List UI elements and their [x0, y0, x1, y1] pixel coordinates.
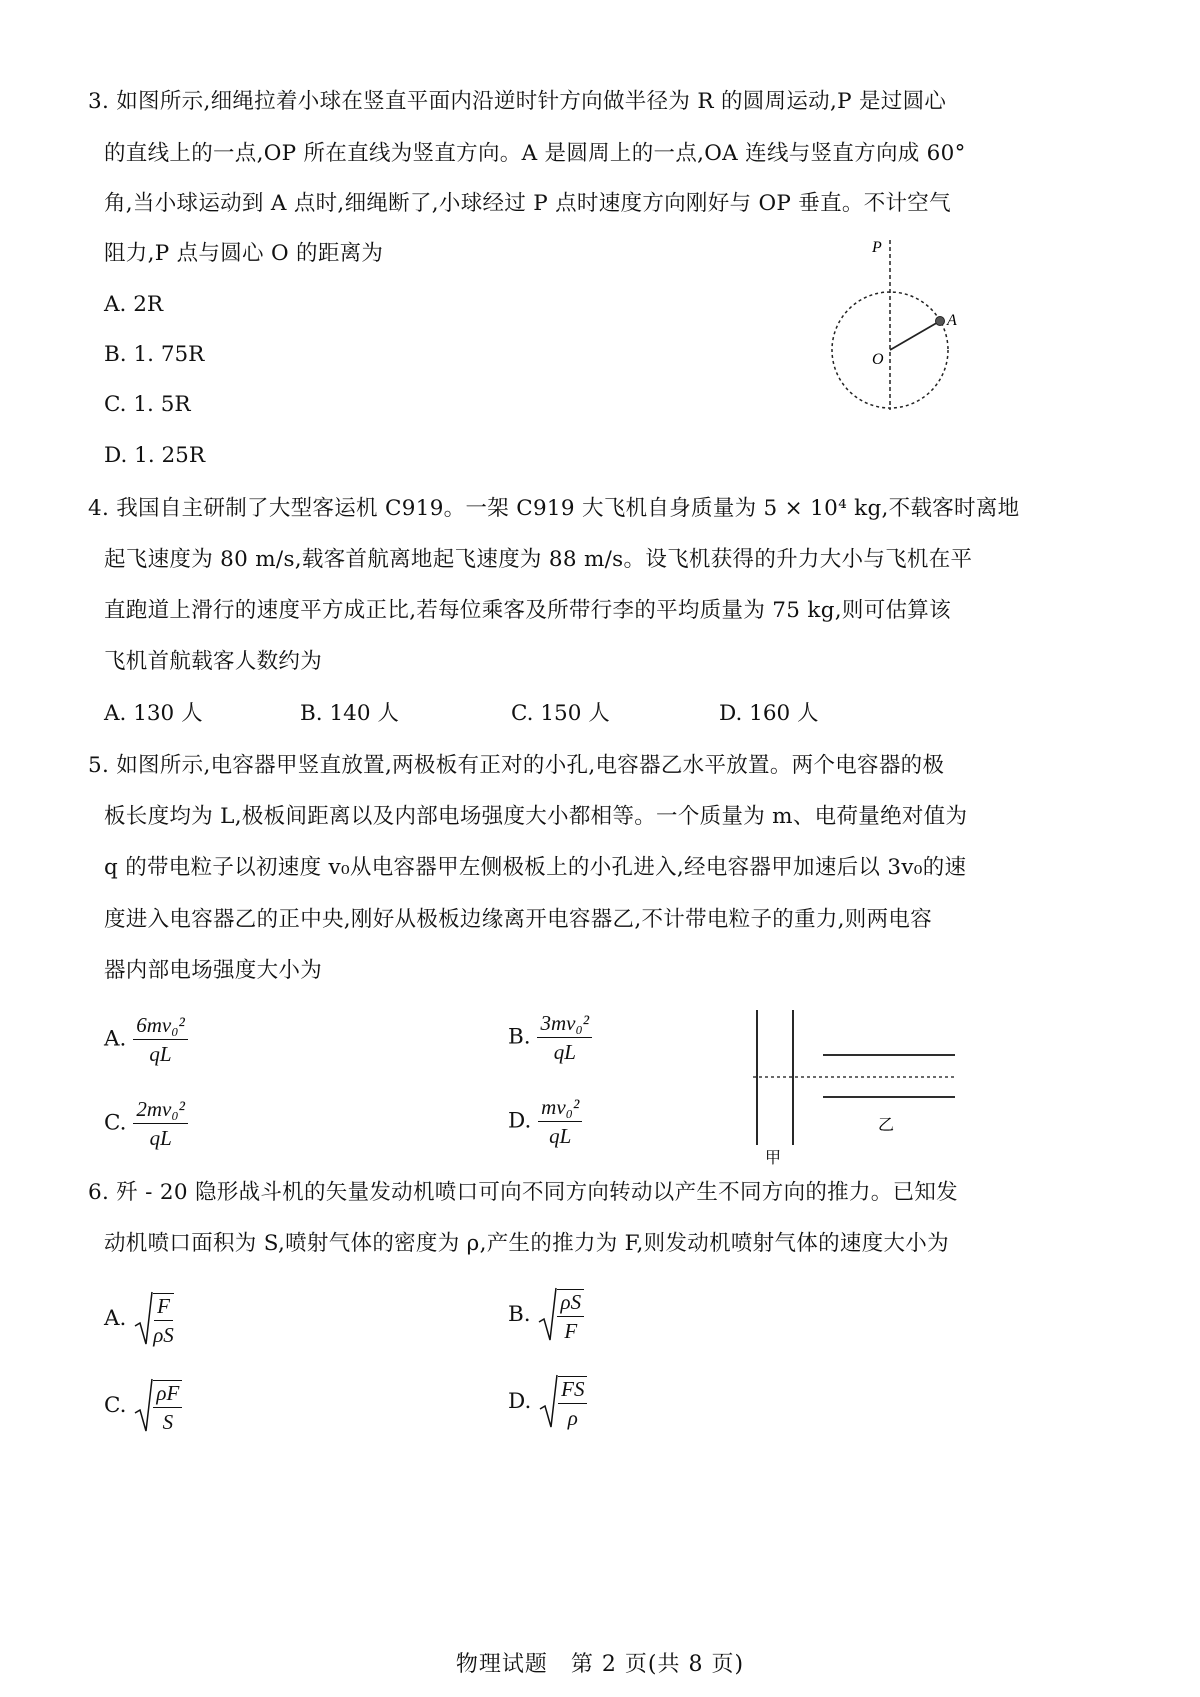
- sqrt-expression: [538, 1373, 587, 1431]
- numerator: FS: [558, 1377, 587, 1404]
- q6-line-2: 动机喷口面积为 S,喷射气体的密度为 ρ,产生的推力为 F,则发动机喷射气体的速度大小为: [104, 1231, 949, 1256]
- denominator: qL: [549, 1124, 572, 1148]
- q6-line-1: 6. 歼 - 20 隐形战斗机的矢量发动机喷口可向不同方向转动以产生不同方向的推力。已知发: [88, 1180, 958, 1205]
- denominator: qL: [553, 1040, 576, 1064]
- fraction: [153, 1293, 174, 1347]
- option-letter: A.: [104, 1026, 127, 1052]
- q5-capacitor-figure: [745, 1005, 960, 1174]
- q5-line-5: 器内部电场强度大小为: [104, 958, 323, 983]
- q4-line-1: 4. 我国自主研制了大型客运机 C919。一架 C919 大飞机自身质量为 5 × 10⁴ kg,不载客时离地: [88, 496, 1020, 521]
- q5-option-c: [104, 1097, 188, 1150]
- fraction: [538, 1095, 582, 1148]
- q6-option-a: [104, 1290, 174, 1348]
- q5-option-d: [508, 1095, 582, 1148]
- denominator: ρ: [567, 1406, 578, 1430]
- q3-line-3: 角,当小球运动到 A 点时,细绳断了,小球经过 P 点时速度方向刚好与 OP 垂直。不计空气: [104, 191, 951, 216]
- label-a: A: [947, 312, 957, 329]
- radical-sign: [537, 1286, 557, 1344]
- q5-line-3: q 的带电粒子以初速度 v₀从电容器甲左侧极板上的小孔进入,经电容器甲加速后以 3v₀的速: [104, 855, 967, 880]
- q3-option-d: D. 1. 25R: [104, 443, 206, 468]
- label-yi: 乙: [878, 1117, 895, 1134]
- q4-option-d: D. 160 人: [719, 701, 819, 726]
- q3-circle-figure: [820, 232, 970, 421]
- label-jia: 甲: [765, 1150, 782, 1167]
- q4-option-c: C. 150 人: [511, 701, 610, 726]
- radical-sign: [133, 1290, 153, 1348]
- q3-line-2: 的直线上的一点,OP 所在直线为竖直方向。A 是圆周上的一点,OA 连线与竖直方向成 60°: [104, 141, 966, 166]
- radical-sign: [538, 1373, 558, 1431]
- option-letter: A.: [104, 1306, 127, 1331]
- q6-option-b: [508, 1286, 584, 1344]
- q3-option-a: A. 2R: [104, 292, 164, 317]
- q3-option-c: C. 1. 5R: [104, 392, 191, 417]
- q3-option-b: B. 1. 75R: [104, 342, 205, 367]
- option-letter: C.: [104, 1110, 127, 1136]
- q4-option-b: B. 140 人: [300, 701, 399, 726]
- page-footer: 物理试题 第 2 页(共 8 页): [455, 1652, 745, 1677]
- label-o: O: [872, 351, 884, 368]
- fraction: [153, 1380, 182, 1434]
- q4-line-3: 直跑道上滑行的速度平方成正比,若每位乘客及所带行李的平均质量为 75 kg,则可估算该: [104, 598, 951, 623]
- fraction: [133, 1013, 188, 1066]
- numerator: mv₀²: [538, 1095, 582, 1122]
- denominator: ρS: [153, 1323, 174, 1347]
- fraction: [557, 1289, 584, 1343]
- numerator: 3mv₀²: [537, 1011, 592, 1038]
- numerator: F: [154, 1294, 173, 1321]
- ball-a: [936, 317, 945, 326]
- numerator: ρS: [557, 1290, 584, 1317]
- option-letter: D.: [508, 1389, 532, 1414]
- q3-line-1: 3. 如图所示,细绳拉着小球在竖直平面内沿逆时针方向做半径为 R 的圆周运动,P 是过圆心: [88, 89, 947, 114]
- numerator: ρF: [153, 1381, 182, 1408]
- q5-line-4: 度进入电容器乙的正中央,刚好从极板边缘离开电容器乙,不计带电粒子的重力,则两电容: [104, 907, 933, 932]
- q5-option-a: [104, 1013, 188, 1066]
- label-p: P: [872, 239, 882, 256]
- sqrt-expression: [537, 1286, 584, 1344]
- q5-line-2: 板长度均为 L,极板间距离以及内部电场强度大小都相等。一个质量为 m、电荷量绝对值为: [104, 804, 968, 829]
- fraction: [133, 1097, 188, 1150]
- denominator: qL: [149, 1042, 172, 1066]
- numerator: 2mv₀²: [133, 1097, 188, 1124]
- q4-line-4: 飞机首航载客人数约为: [104, 649, 323, 674]
- q6-option-c: [104, 1377, 182, 1435]
- q4-line-2: 起飞速度为 80 m/s,载客首航离地起飞速度为 88 m/s。设飞机获得的升力大小与飞机在平: [104, 547, 973, 572]
- sqrt-expression: [133, 1290, 174, 1348]
- fraction: [558, 1376, 587, 1430]
- q5-option-b: [508, 1011, 592, 1064]
- fraction: [537, 1011, 592, 1064]
- option-letter: B.: [508, 1024, 531, 1050]
- radical-sign: [133, 1377, 153, 1435]
- option-letter: C.: [104, 1393, 127, 1418]
- option-letter: D.: [508, 1108, 532, 1134]
- option-letter: B.: [508, 1302, 531, 1327]
- numerator: 6mv₀²: [133, 1013, 188, 1040]
- denominator: F: [564, 1319, 578, 1343]
- q5-line-1: 5. 如图所示,电容器甲竖直放置,两极板有正对的小孔,电容器乙水平放置。两个电容器的极: [88, 753, 945, 778]
- denominator: qL: [149, 1126, 172, 1150]
- q6-option-d: [508, 1373, 587, 1431]
- denominator: S: [162, 1410, 174, 1434]
- q3-line-4: 阻力,P 点与圆心 O 的距离为: [104, 241, 384, 266]
- q4-option-a: A. 130 人: [104, 701, 203, 726]
- sqrt-expression: [133, 1377, 182, 1435]
- oa-line: [890, 321, 940, 350]
